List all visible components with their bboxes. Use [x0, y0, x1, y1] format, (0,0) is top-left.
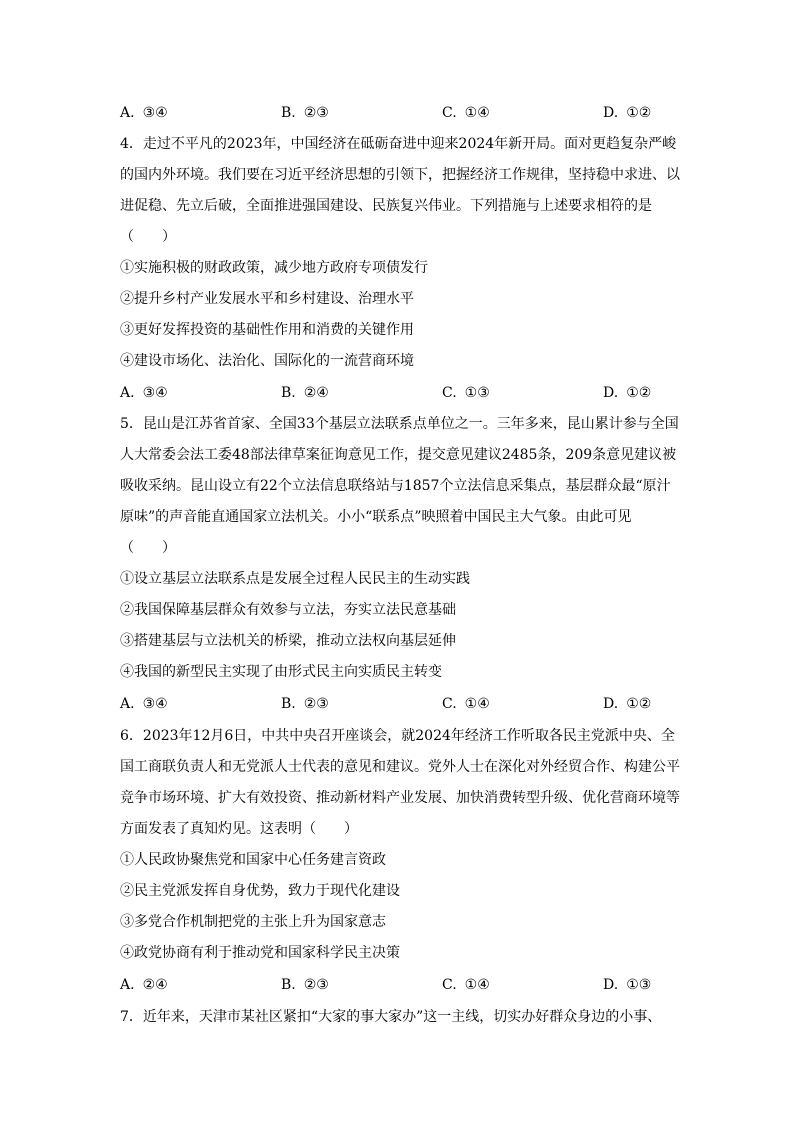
q3-option-c[interactable]: C. ①④ [442, 105, 490, 121]
q5-option-a[interactable]: A. ③④ [120, 696, 168, 712]
q4-item-3: ③更好发挥投资的基础性作用和消费的关键作用 [120, 322, 414, 338]
q4-item-1: ①实施积极的财政政策，减少地方政府专项债发行 [120, 260, 428, 276]
q7-stem-line-1: 7．近年来，天津市某社区紧扣“大家的事大家办”这一主线，切实办好群众身边的小事、 [120, 1009, 662, 1025]
q5-option-b[interactable]: B. ②③ [281, 696, 329, 712]
q5-stem-line-4: 原味”的声音能直通国家立法机关。小小“联系点”映照着中国民主大气象。由此可见 [120, 509, 632, 525]
q5-options [120, 694, 680, 714]
q5-option-d[interactable]: D. ①② [603, 696, 652, 712]
q4-stem-line-3: 进促稳、先立后破，全面推进强国建设、民族复兴伟业。下列措施与上述要求相符的是 [120, 198, 652, 214]
q3-option-a[interactable]: A. ③④ [120, 105, 168, 121]
q6-option-d[interactable]: D. ①③ [603, 977, 652, 993]
q5-option-c[interactable]: C. ①④ [442, 696, 490, 712]
q5-item-1: ①设立基层立法联系点是发展全过程人民民主的生动实践 [120, 571, 470, 587]
q6-item-2: ②民主党派发挥自身优势，致力于现代化建设 [120, 883, 400, 899]
q4-options [120, 383, 680, 403]
q5-stem-line-3: 吸收采纳。昆山设立有22个立法信息联络站与1857个立法信息采集点，基层群众最“原汁 [120, 478, 671, 494]
q4-option-c[interactable]: C. ①③ [442, 385, 490, 401]
q6-item-1: ①人民政协聚焦党和国家中心任务建言资政 [120, 852, 386, 868]
q5-item-4: ④我国的新型民主实现了由形式民主向实质民主转变 [120, 664, 442, 680]
q6-stem-line-1: 6．2023年12月6日，中共中央召开座谈会，就2024年经济工作听取各民主党派中央、全 [120, 728, 675, 744]
q6-option-b[interactable]: B. ②③ [281, 977, 329, 993]
q4-item-4: ④建设市场化、法治化、国际化的一流营商环境 [120, 353, 414, 369]
q5-stem-line-2: 人大常委会法工委48部法律草案征询意见工作，提交意见建议2485条，209条意见建议被 [120, 447, 677, 463]
q6-options [120, 975, 680, 995]
q6-stem-line-3: 竞争市场环境、扩大有效投资、推动新材料产业发展、加快消费转型升级、优化营商环境等 [120, 790, 680, 806]
q6-item-3: ③多党合作机制把党的主张上升为国家意志 [120, 914, 386, 930]
q3-options [120, 103, 680, 123]
q3-option-b[interactable]: B. ②③ [281, 105, 329, 121]
q6-stem-line-4: 方面发表了真知灼见。这表明（ ） [120, 821, 358, 837]
q4-option-d[interactable]: D. ①② [603, 385, 652, 401]
q5-item-3: ③搭建基层与立法机关的桥梁，推动立法权向基层延伸 [120, 633, 456, 649]
q4-answer-bracket: （ ） [120, 229, 176, 245]
q6-option-a[interactable]: A. ②④ [120, 977, 168, 993]
q5-item-2: ②我国保障基层群众有效参与立法，夯实立法民意基础 [120, 602, 456, 618]
q4-option-b[interactable]: B. ②④ [281, 385, 329, 401]
q6-item-4: ④政党协商有利于推动党和国家科学民主决策 [120, 945, 400, 961]
q4-stem-line-1: 4．走过不平凡的2023年，中国经济在砥砺奋进中迎来2024年新开局。面对更趋复杂严峻 [120, 136, 677, 152]
q6-stem-line-2: 国工商联负责人和无党派人士代表的意见和建议。党外人士在深化对外经贸合作、构建公平 [120, 759, 680, 775]
q3-option-d[interactable]: D. ①② [603, 105, 652, 121]
q4-stem-line-2: 的国内外环境。我们要在习近平经济思想的引领下，把握经济工作规律，坚持稳中求进、以 [120, 167, 680, 183]
q4-option-a[interactable]: A. ③④ [120, 385, 168, 401]
q5-answer-bracket: （ ） [120, 540, 176, 556]
q6-option-c[interactable]: C. ①④ [442, 977, 490, 993]
q5-stem-line-1: 5．昆山是江苏省首家、全国33个基层立法联系点单位之一。三年多来，昆山累计参与全国 [120, 416, 679, 432]
q4-item-2: ②提升乡村产业发展水平和乡村建设、治理水平 [120, 291, 414, 307]
